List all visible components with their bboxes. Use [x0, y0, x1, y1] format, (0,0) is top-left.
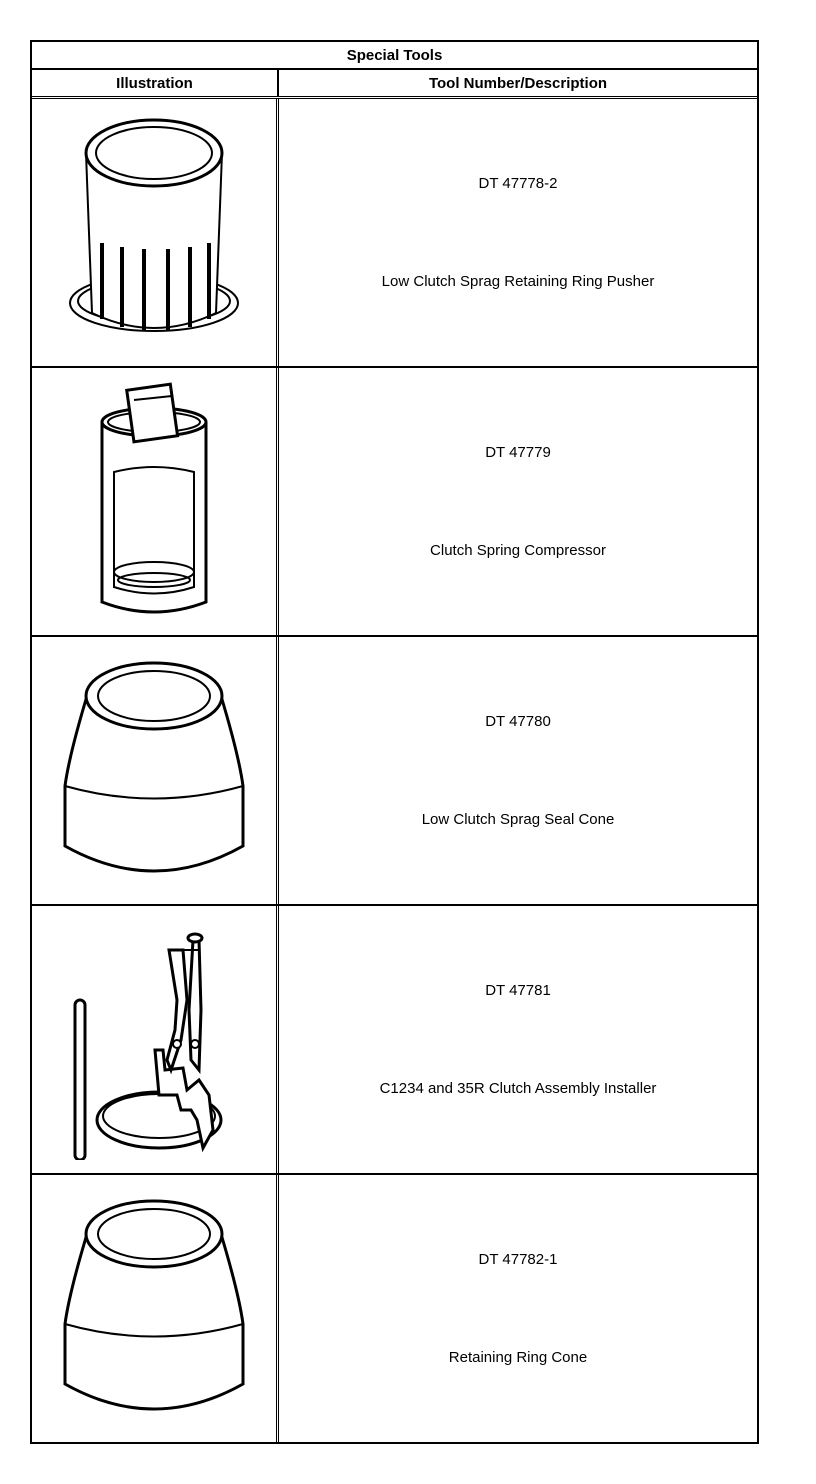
- illustration-cell: [32, 368, 279, 635]
- header-description: Tool Number/Description: [428, 74, 608, 92]
- description-cell: [279, 1175, 757, 1442]
- header-illustration: Illustration: [32, 70, 279, 96]
- spring-compressor-icon: [84, 382, 224, 622]
- illustration-cell: [32, 637, 279, 904]
- description-cell: [279, 637, 757, 904]
- illustration-cell: [32, 906, 279, 1173]
- table-row: [32, 637, 757, 906]
- description-cell: [279, 368, 757, 635]
- tool-number: DT 47778-2: [478, 175, 558, 192]
- tool-description: C1234 and 35R Clutch Assembly Installer: [379, 1080, 657, 1097]
- tool-number: DT 47781: [485, 982, 551, 999]
- special-tools-table: [30, 40, 759, 1444]
- table-row: [32, 906, 757, 1175]
- table-row: [32, 99, 757, 368]
- tool-description: Clutch Spring Compressor: [430, 542, 606, 559]
- table-row: [32, 368, 757, 637]
- table-title: Special Tools: [32, 42, 757, 70]
- description-cell: [279, 99, 757, 366]
- retaining-ring-cone-icon: [59, 1194, 249, 1424]
- assembly-installer-icon: [59, 920, 249, 1160]
- tool-number: DT 47780: [485, 713, 551, 730]
- illustration-cell: [32, 99, 279, 366]
- seal-cone-icon: [59, 656, 249, 886]
- table-row: [32, 1175, 757, 1442]
- tool-description: Low Clutch Sprag Retaining Ring Pusher: [381, 273, 655, 290]
- table-header: [32, 70, 757, 99]
- tool-number: DT 47779: [485, 444, 551, 461]
- illustration-cell: [32, 1175, 279, 1442]
- tool-description: Retaining Ring Cone: [448, 1349, 588, 1366]
- description-cell: [279, 906, 757, 1173]
- tool-description: Low Clutch Sprag Seal Cone: [421, 811, 615, 828]
- ring-pusher-icon: [54, 113, 254, 353]
- tool-number: DT 47782-1: [478, 1251, 558, 1268]
